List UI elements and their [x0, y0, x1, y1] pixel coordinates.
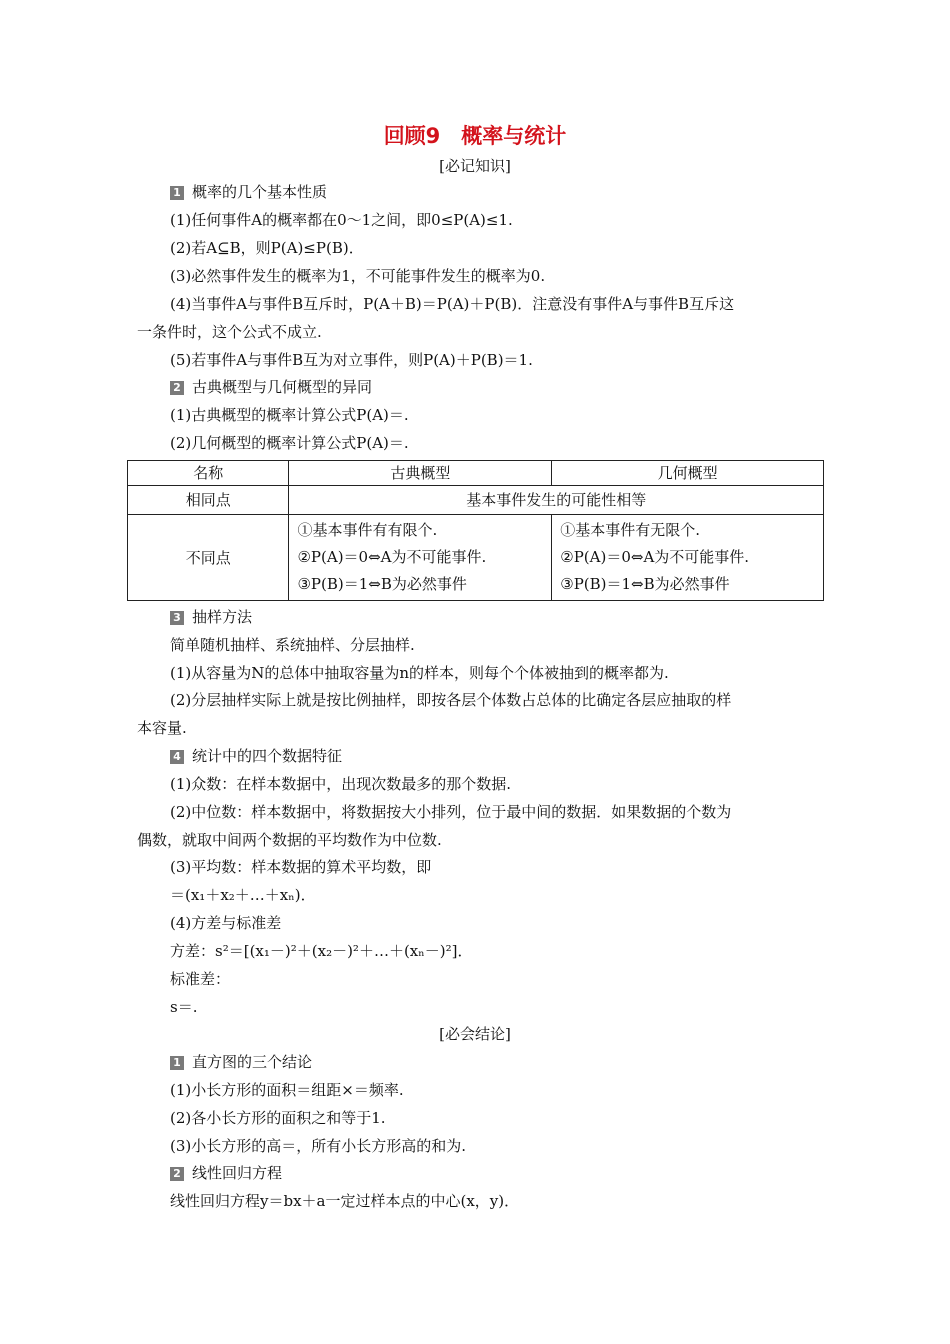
table-cell: ①基本事件有无限个. ②P(A)＝0⇔A为不可能事件. ③P(B)＝1⇔B为必然事件 — [552, 515, 824, 601]
text-line: (3)平均数：样本数据的算术平均数，即 — [170, 858, 432, 876]
number-badge-icon: 1 — [170, 1056, 184, 1070]
text-line: (2)中位数：样本数据中，将数据按大小排列，位于最中间的数据．如果数据的个数为 — [170, 803, 732, 821]
table-cell: 相同点 — [128, 486, 289, 515]
text-line: (3)必然事件发生的概率为1，不可能事件发生的概率为0. — [170, 267, 546, 285]
table-header-cell: 古典概型 — [289, 461, 552, 486]
text-line: 简单随机抽样、系统抽样、分层抽样. — [170, 636, 415, 654]
text-line: 标准差： — [170, 970, 231, 988]
table-cell: ①基本事件有有限个. ②P(A)＝0⇔A为不可能事件. ③P(B)＝1⇔B为必然事件 — [289, 515, 552, 601]
section-label-must-know: [必会结论] — [439, 1025, 511, 1043]
number-badge-icon: 4 — [170, 750, 184, 764]
text-line: (4)方差与标准差 — [170, 914, 282, 932]
formula-line: 方差：s²＝[(x₁－)²＋(x₂－)²＋…＋(xₙ－)²]． — [170, 942, 473, 960]
formula-line: s＝. — [170, 998, 198, 1016]
table-cell: 基本事件发生的可能性相等 — [289, 486, 824, 515]
text-line: (1)从容量为N的总体中抽取容量为n的样本，则每个个体被抽到的概率都为. — [170, 664, 669, 682]
text-line: (3)小长方形的高＝，所有小长方形高的和为. — [170, 1137, 467, 1155]
table-header-cell: 几何概型 — [552, 461, 824, 486]
section-heading-4: 4 统计中的四个数据特征 — [170, 746, 342, 766]
section-heading-3: 3 抽样方法 — [170, 607, 252, 627]
text-line: (1)众数：在样本数据中，出现次数最多的那个数据. — [170, 775, 512, 793]
text-line: (2)分层抽样实际上就是按比例抽样，即按各层个体数占总体的比确定各层应抽取的样 — [170, 691, 732, 709]
number-badge-icon: 2 — [170, 381, 184, 395]
table-header-cell: 名称 — [128, 461, 289, 486]
number-badge-icon: 3 — [170, 611, 184, 625]
section-heading-1: 1 概率的几个基本性质 — [170, 182, 327, 202]
text-line: (5)若事件A与事件B互为对立事件，则P(A)＋P(B)＝1. — [170, 351, 533, 369]
text-line: (4)当事件A与事件B互斥时，P(A＋B)＝P(A)＋P(B)．注意没有事件A与事件B互斥这 — [170, 295, 735, 313]
conclusion-heading-1: 1 直方图的三个结论 — [170, 1052, 312, 1072]
text-line: (2)若A⊆B，则P(A)≤P(B)． — [170, 239, 364, 257]
table-row — [128, 461, 824, 486]
section-heading-2: 2 古典概型与几何概型的异同 — [170, 377, 372, 397]
section-label-must-remember: [必记知识] — [439, 157, 511, 175]
text-line: 线性回归方程y＝bx＋a一定过样本点的中心(x，y)． — [170, 1192, 520, 1210]
table-row — [128, 486, 824, 515]
table-row — [128, 515, 824, 601]
comparison-table — [127, 460, 824, 601]
text-line: (2)各小长方形的面积之和等于1. — [170, 1109, 386, 1127]
text-line: (2)几何概型的概率计算公式P(A)＝. — [170, 434, 409, 452]
table-cell: 不同点 — [128, 515, 289, 601]
text-line: (1)任何事件A的概率都在0～1之间，即0≤P(A)≤1. — [170, 211, 513, 229]
text-line: 本容量. — [137, 719, 187, 737]
text-line: 一条件时，这个公式不成立. — [137, 323, 322, 341]
number-badge-icon: 1 — [170, 186, 184, 200]
conclusion-heading-2: 2 线性回归方程 — [170, 1163, 282, 1183]
text-line: (1)古典概型的概率计算公式P(A)＝. — [170, 406, 409, 424]
formula-line: ＝(x₁＋x₂＋…＋xₙ)． — [170, 886, 316, 904]
number-badge-icon: 2 — [170, 1167, 184, 1181]
page-title: 回顾9 概率与统计 — [383, 124, 567, 148]
text-line: 偶数，就取中间两个数据的平均数作为中位数. — [137, 831, 442, 849]
text-line: (1)小长方形的面积＝组距×＝频率. — [170, 1081, 404, 1099]
